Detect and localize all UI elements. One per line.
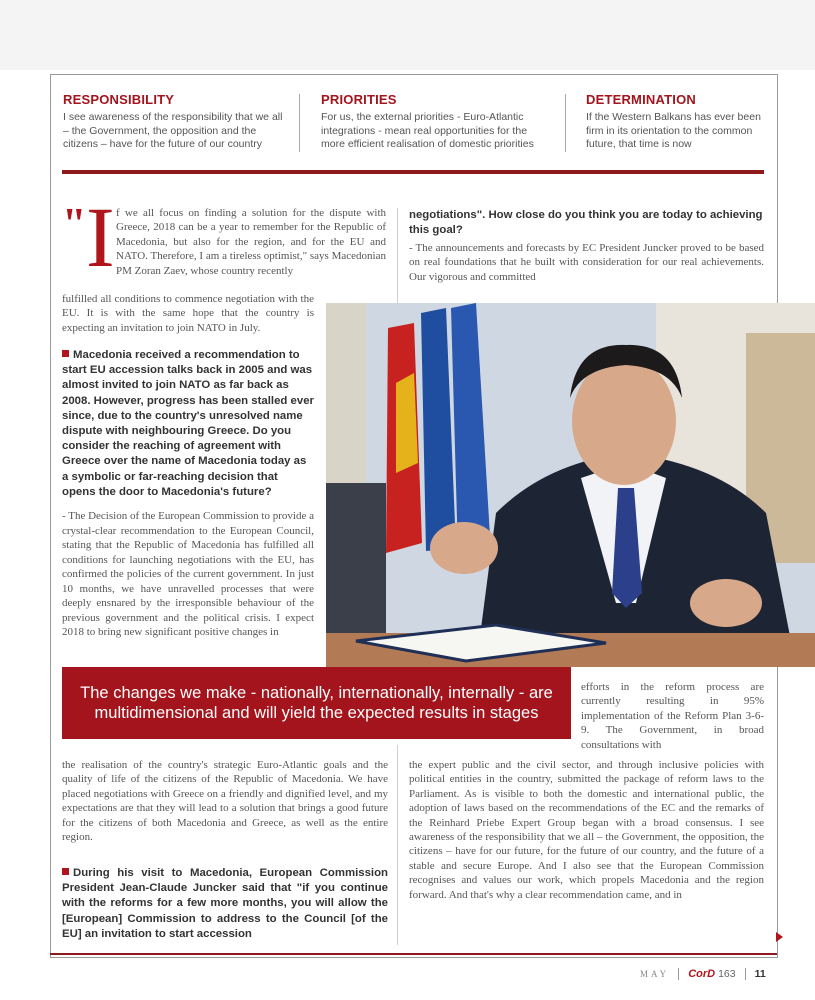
question-2-text: During his visit to Macedonia, European Commission President Jean-Claude Juncker said that "if you continue with the reforms for a few more months, you will allow the [European] Commission to address to the Council [of the EU] an invitation to start accession bbox=[62, 867, 388, 940]
divider bbox=[299, 94, 300, 152]
footer-divider bbox=[678, 968, 679, 980]
intro-paragraph: fulfilled all conditions to commence negotiation with the EU. It is with the same hope that the country is expecting an invitation to join NATO in July. bbox=[62, 293, 314, 334]
info-box-title: PRIORITIES bbox=[321, 92, 397, 107]
answer-2: - The announcements and forecasts by EC President Juncker proved to be based on real foundations that he built with consideration for our real achievements. Our vigorous and committed bbox=[409, 242, 764, 283]
info-box-text: If the Western Balkans has ever been firm in its orientation to the common future, that time is now bbox=[586, 111, 761, 150]
drop-cap-letter: I bbox=[86, 189, 115, 285]
magazine-logo: CorD bbox=[688, 968, 716, 980]
issue-number: 163 bbox=[718, 968, 736, 980]
answer-2-continued-narrow: efforts in the reform process are currently resulting in 95% implementation of the Reform Plan 3-6-9. The Government, in broad consultations with bbox=[581, 681, 764, 751]
info-box-priorities bbox=[321, 92, 553, 152]
info-box-title: DETERMINATION bbox=[586, 92, 696, 107]
footer-divider bbox=[745, 968, 746, 980]
square-bullet-icon bbox=[62, 868, 69, 875]
page-number: 11 bbox=[754, 968, 766, 980]
open-quote-mark: " bbox=[62, 199, 87, 248]
info-box-text: I see awareness of the responsibility that we all – the Government, the opposition and the citizens – have for the future of our country bbox=[63, 111, 283, 150]
answer-1: - The Decision of the European Commission to provide a crystal-clear recommendation to the European Council, stating that the Republic of Macedonia has fulfilled all conditions for launching negotiations with the EU, has confirmed the policies of the current government. In just 10 months, we have unravelled processes that were deeply ensnared by the irresponsible behaviour of the previous government and the political crisis. I expect 2018 to bring new significant positive changes in bbox=[62, 510, 314, 639]
page-footer bbox=[640, 968, 766, 980]
info-box-determination bbox=[586, 92, 766, 152]
question-2 bbox=[62, 866, 388, 942]
info-box-text: For us, the external priorities - Euro-Atlantic integrations - mean real opportunities for the more efficient realisation of domestic priorities bbox=[321, 111, 534, 150]
footer-rule bbox=[50, 953, 777, 955]
pull-quote-text: The changes we make - nationally, internationally, internally - are multidimensional and will yield the expected results in stages bbox=[80, 684, 553, 722]
question-1 bbox=[62, 348, 314, 500]
info-box-title: RESPONSIBILITY bbox=[63, 92, 175, 107]
header-rule bbox=[62, 170, 764, 174]
drop-cap bbox=[62, 189, 124, 286]
question-1-text: Macedonia received a recommendation to start EU accession talks back in 2005 and was almost invited to join NATO as far back as 2008. However, progress has been stalled ever since, due to the country's unresolved name dispute with neighbouring Greece. Do you consider the reaching of agreement with Greece over the name of Macedonia today as a symbolic or far-reaching decision that opens the door to Macedonia's future? bbox=[62, 349, 314, 498]
column-rule bbox=[397, 745, 398, 945]
column-rule bbox=[397, 208, 398, 303]
continue-arrow-icon bbox=[776, 932, 783, 942]
divider bbox=[565, 94, 566, 152]
page-top-margin bbox=[0, 0, 815, 70]
square-bullet-icon bbox=[62, 350, 69, 357]
footer-month: MAY bbox=[640, 969, 670, 979]
pull-quote bbox=[62, 667, 571, 739]
interview-photo bbox=[326, 303, 815, 667]
intro-paragraph-indented: f we all focus on finding a solution for the dispute with Greece, 2018 can be a year to remember for the Republic of Macedonia, but also for the region, and for the EU and NATO. Therefore, I am a tireless optimist," says Macedonian PM Zoran Zaev, whose country recently bbox=[116, 207, 386, 277]
answer-2-continued: the expert public and the civil sector, and through inclusive policies with political entities in the country, submitted the package of reform laws to the Parliament. As is visible to both the domestic and international public, the adoption of laws based on the recommendations of the EC and the remarks of the Reinhard Priebe Expert Group began with a broad consensus. I see awareness of the responsibility that we all – the Government, the opposition, the citizens – have for our future, for the future of our country, and the future of a stable and secure Europe. And I also see that the European Commission recognises and values our work, which propels Macedonia and the region forward. And that's why a clear recommendation came, and in bbox=[409, 759, 764, 901]
answer-1-continued: the realisation of the country's strategic Euro-Atlantic goals and the quality of life of the citizens of the Republic of Macedonia. We have placed negotiations with Greece on a friendly and dignified level, and my expectations are that they will lead to a solution that brings a good future for the citizens of both Macedonia and Greece, as well as the entire region. bbox=[62, 759, 388, 844]
portrait-illustration bbox=[326, 303, 815, 667]
question-2-continued: negotiations". How close do you think you are today to achieving this goal? bbox=[409, 209, 763, 237]
info-box-responsibility bbox=[63, 92, 288, 152]
